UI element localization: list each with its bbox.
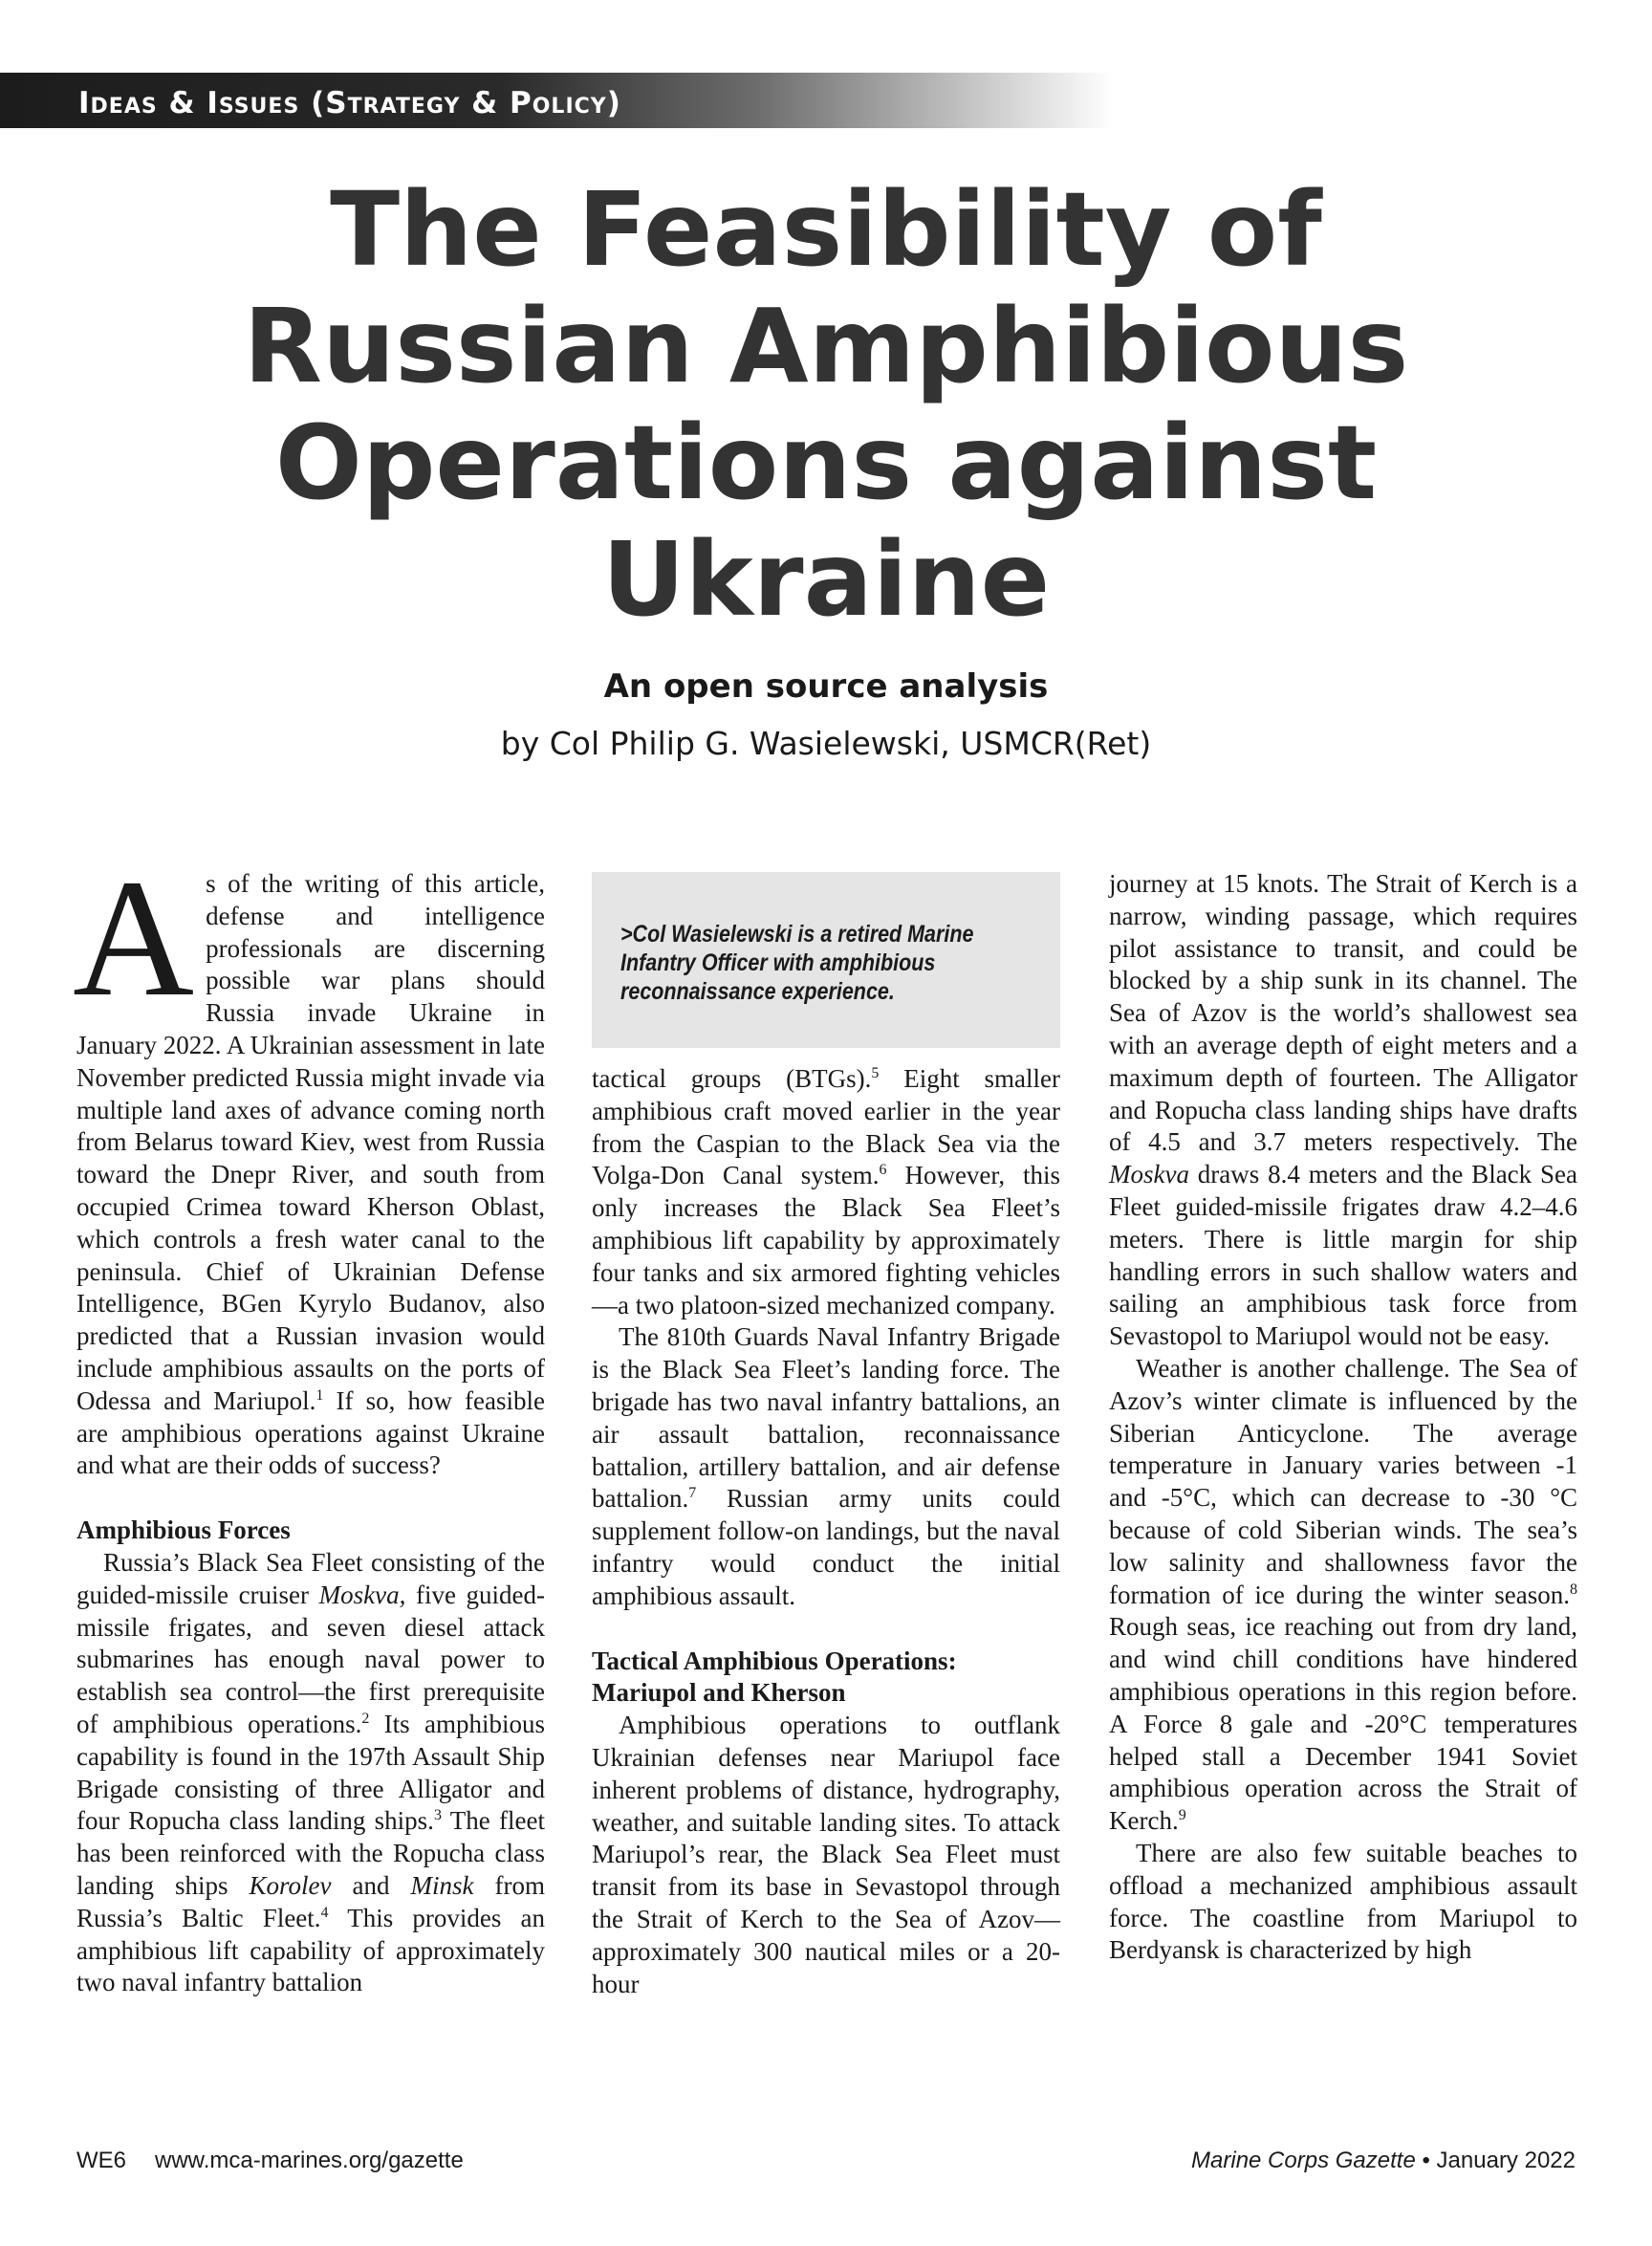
footnote-ref: 6 (879, 1162, 887, 1179)
publication-name: Marine Corps Gazette (1191, 2148, 1416, 2173)
issue-date: January 2022 (1436, 2148, 1576, 2173)
title-line: Ukraine (601, 521, 1051, 640)
paragraph: tactical groups (BTGs).$^5$ Eight smaller amphibious craft moved earlier in the year from the Caspian to the Black Sea via the Volga-Don Canal system.$^6$ However, this only increases the Black Sea Fleet’s amphibious lift capability by approximately four tanks and six armored fighting vehicles—a two platoon-sized mechanized company. (592, 1064, 1060, 1319)
footnote-ref: 5 (871, 1065, 880, 1081)
title-line: Russian Amphibious (243, 288, 1409, 406)
page-footer-left (76, 2148, 464, 2174)
section-heading: Amphibious Forces (76, 1516, 291, 1545)
paragraph: Amphibious operations to outflank Ukrainian defenses near Mariupol face inherent problems of distance, hydrography, weather, and suitable landing sites. To attack Mariupol’s rear, the Black Sea Fleet must transit from its base in Sevastopol through the Strait of Kerch to the Sea of Azov—approximately 300 nautical miles or a 20-hour (592, 1711, 1060, 1998)
paragraph: As of the writing of this article, defense and intelligence professionals are discerning possible war plans should Russia invade Ukraine in January 2022. A Ukrainian assessment in late November predicted Russia might invade via multiple land axes of advance coming north from Belarus toward Kiev, west from Russia toward the Dnepr River, and south from occupied Crimea toward Kherson Oblast, which controls a fresh water canal to the peninsula. Chief of Ukrainian Defense Intelligence, BGen Kyrylo Budanov, also predicted that a Russian invasion would include amphibious assaults on the ports of Odessa and Mariupol.$^1$ If so, how feasible are amphibious operations against Ukraine and what are their odds of success? (73, 845, 545, 1480)
footnote-ref: 1 (315, 1386, 324, 1404)
article-byline: by Col Philip G. Wasielewski, USMCR(Ret) (500, 725, 1152, 762)
footer-url: www.mca-marines.org/gazette (155, 2148, 464, 2173)
paragraph: journey at 15 knots. The Strait of Kerch is a narrow, winding passage, which requires pilot assistance to transit, and could be blocked by a ship sunk in its channel. The Sea of Azov is the world’s shallowest sea with an average depth of eight meters and a maximum depth of fourteen. The Alligator and Ropucha class landing ships have drafts of 4.5 and 3.7 meters respectively. The Moskva draws 8.4 meters and the Black Sea Fleet guided-missile frigates draw 4.2–4.6 meters. There is little margin for ship handling errors in such shallow waters and sailing an amphibious task force from Sevastopol to Mariupol would not be easy. (1109, 869, 1577, 1351)
author-bio: >Col Wasielewski is a retired Marine Infantry Officer with amphibious reconnaissance experience. (620, 921, 974, 1005)
body-column-3 (1109, 868, 1577, 1967)
footnote-ref: 3 (433, 1807, 442, 1824)
page-number: WE6 (76, 2148, 127, 2173)
title-line: Operations against (274, 404, 1378, 523)
author-bio-box (592, 872, 1060, 1048)
footnote-ref: 9 (1178, 1807, 1186, 1824)
title-line: The Feasibility of (330, 171, 1322, 290)
footnote-ref: 2 (361, 1710, 370, 1727)
drop-cap: A (73, 845, 195, 1032)
paragraph: Weather is another challenge. The Sea of Azov’s winter climate is influenced by the Siberian Anticyclone. The average temperature in January varies between -1 and -5°C, which can decrease to -30 °C because of cold Siberian winds. The sea’s low salinity and shallowness favor the formation of ice during the winter season.$^8$ Rough seas, ice reaching out from dry land, and wind chill conditions have hindered amphibious operations in this region before. A Force 8 gale and -20°C temperatures helped stall a December 1941 Soviet amphibious operation across the Strait of Kerch.$^9$ (1109, 1353, 1577, 1836)
body-column-1 (73, 845, 546, 1999)
paragraph: The 810th Guards Naval Infantry Brigade is the Black Sea Fleet’s landing force. The brigade has two naval infantry battalions, an air assault battalion, reconnaissance battalion, artillery battalion, and air defense battalion.$^7$ Russian army units could supplement follow-on landings, but the naval infantry would conduct the initial amphibious assault. (592, 1322, 1060, 1610)
footer-separator: • (1415, 2148, 1437, 2173)
section-heading: Tactical Amphibious Operations: Mariupol and Kherson (592, 1646, 957, 1708)
article-title (96, 172, 1556, 639)
page-footer-right (1191, 2148, 1576, 2174)
footnote-ref: 7 (688, 1485, 697, 1502)
section-label: Ideas & Issues (Strategy & Policy) (78, 86, 621, 120)
article-subtitle: An open source analysis (603, 667, 1049, 706)
paragraph: There are also few suitable beaches to offload a mechanized amphibious assault force. The coastline from Mariupol to Berdyansk is characterized by high (1109, 1838, 1577, 1965)
footnote-ref: 4 (320, 1904, 329, 1921)
body-column-2 (592, 1063, 1060, 2000)
paragraph: Russia’s Black Sea Fleet consisting of the guided-missile cruiser Moskva, five guided-missile frigates, and seven diesel attack submarines has enough naval power to establish sea control—the first prerequisite of amphibious operations.$^2$ Its amphibious capability is found in the 197th Assault Ship Brigade consisting of three Alligator and four Ropucha class landing ships.$^3$ The fleet has been reinforced with the Ropucha class landing ships Korolev and Minsk from Russia’s Baltic Fleet.$^4$ This provides an amphibious lift capability of approximately two naval infantry battalion (76, 1547, 546, 1997)
footnote-ref: 8 (1570, 1581, 1577, 1598)
